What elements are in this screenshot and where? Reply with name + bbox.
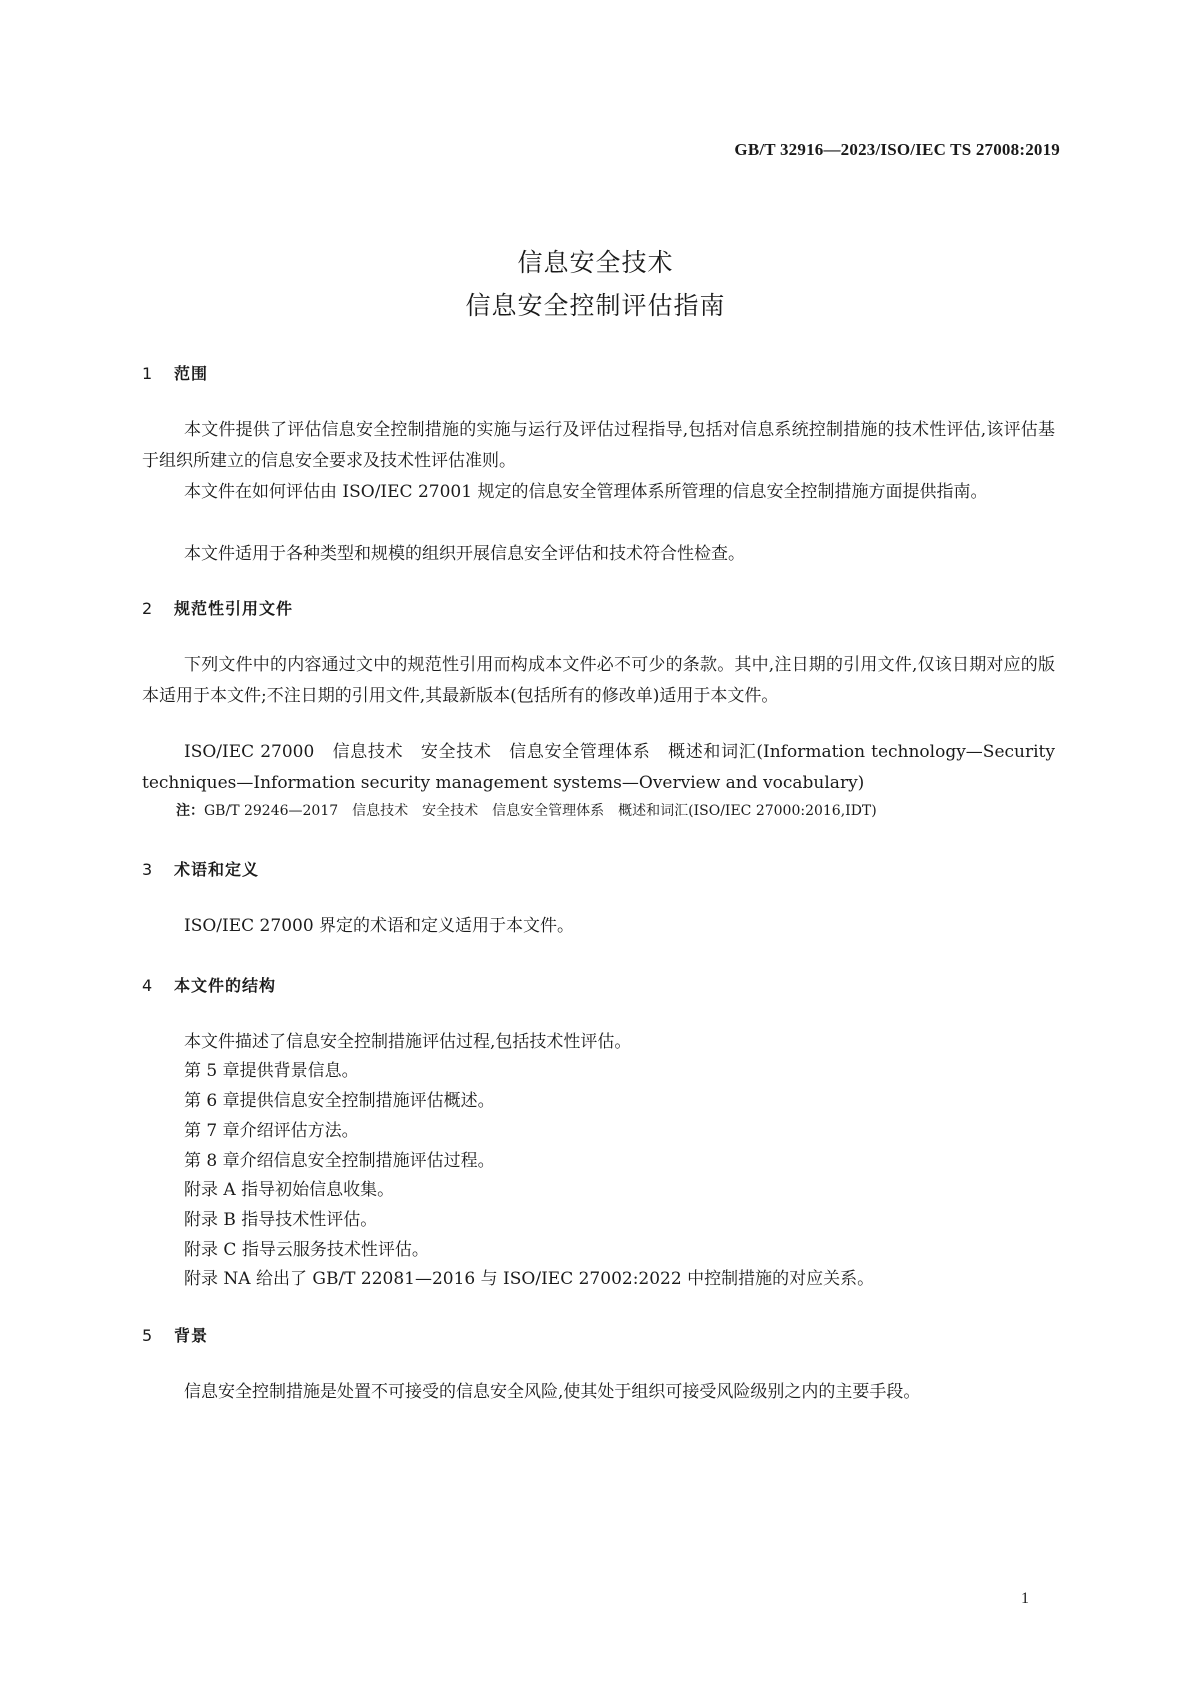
structure-item: 附录 A 指导初始信息收集。 — [184, 1180, 395, 1200]
section-number: 1 — [142, 364, 154, 383]
document-title-line2: 信息安全控制评估指南 — [465, 291, 726, 320]
structure-item: 本文件描述了信息安全控制措施评估过程,包括技术性评估。 — [184, 1032, 632, 1052]
section-title: 术语和定义 — [174, 860, 260, 879]
document-title-line1: 信息安全技术 — [517, 248, 674, 277]
paragraph: 下列文件中的内容通过文中的规范性引用而构成本文件必不可少的条款。其中,注日期的引用文件,仅该日期对应的版本适用于本文件;不注日期的引用文件,其最新版本(包括所有的修改单)适用于本文件。 — [142, 655, 1055, 706]
paragraph: 本文件在如何评估由 ISO/IEC 27001 规定的信息安全管理体系所管理的信息安全控制措施方面提供指南。 — [184, 482, 988, 502]
structure-item: 附录 B 指导技术性评估。 — [184, 1210, 378, 1230]
section-number: 4 — [142, 976, 154, 995]
section-2-heading — [142, 596, 293, 619]
section-1-heading — [142, 361, 208, 384]
structure-item: 第 8 章介绍信息安全控制措施评估过程。 — [184, 1151, 495, 1171]
note — [176, 800, 877, 822]
structure-item: 第 5 章提供背景信息。 — [184, 1061, 359, 1081]
section-title: 本文件的结构 — [174, 976, 277, 995]
paragraph: 本文件适用于各种类型和规模的组织开展信息安全评估和技术符合性检查。 — [184, 544, 745, 564]
note-text: GB/T 29246—2017 信息技术 安全技术 信息安全管理体系 概述和词汇(ISO/IEC 27000:2016,IDT) — [204, 803, 877, 819]
paragraph: 信息安全控制措施是处置不可接受的信息安全风险,使其处于组织可接受风险级别之内的主要手段。 — [184, 1382, 921, 1402]
section-number: 2 — [142, 599, 154, 618]
paragraph: ISO/IEC 27000 界定的术语和定义适用于本文件。 — [184, 916, 575, 936]
standard-code: GB/T 32916—2023/ISO/IEC TS 27008:2019 — [734, 140, 1060, 159]
paragraph: 本文件提供了评估信息安全控制措施的实施与运行及评估过程指导,包括对信息系统控制措施的技术性评估,该评估基于组织所建立的信息安全要求及技术性评估准则。 — [142, 420, 1055, 471]
section-3-heading — [142, 857, 259, 880]
structure-item: 附录 NA 给出了 GB/T 22081—2016 与 ISO/IEC 27002:2022 中控制措施的对应关系。 — [184, 1269, 875, 1289]
structure-item: 第 7 章介绍评估方法。 — [184, 1121, 359, 1141]
section-title: 背景 — [174, 1326, 209, 1345]
normative-reference: ISO/IEC 27000 信息技术 安全技术 信息安全管理体系 概述和词汇(Information technology—Security techniques—Information security management systems—Overview and vocabulary) — [142, 742, 1055, 793]
section-5-heading — [142, 1323, 208, 1346]
structure-item: 第 6 章提供信息安全控制措施评估概述。 — [184, 1091, 495, 1111]
section-4-heading — [142, 973, 276, 996]
structure-item: 附录 C 指导云服务技术性评估。 — [184, 1240, 429, 1260]
section-title: 范围 — [174, 364, 209, 383]
section-number: 3 — [142, 860, 154, 879]
section-title: 规范性引用文件 — [174, 599, 294, 618]
section-number: 5 — [142, 1326, 154, 1345]
note-label: 注： — [176, 803, 204, 819]
page-number: 1 — [1021, 1590, 1029, 1607]
